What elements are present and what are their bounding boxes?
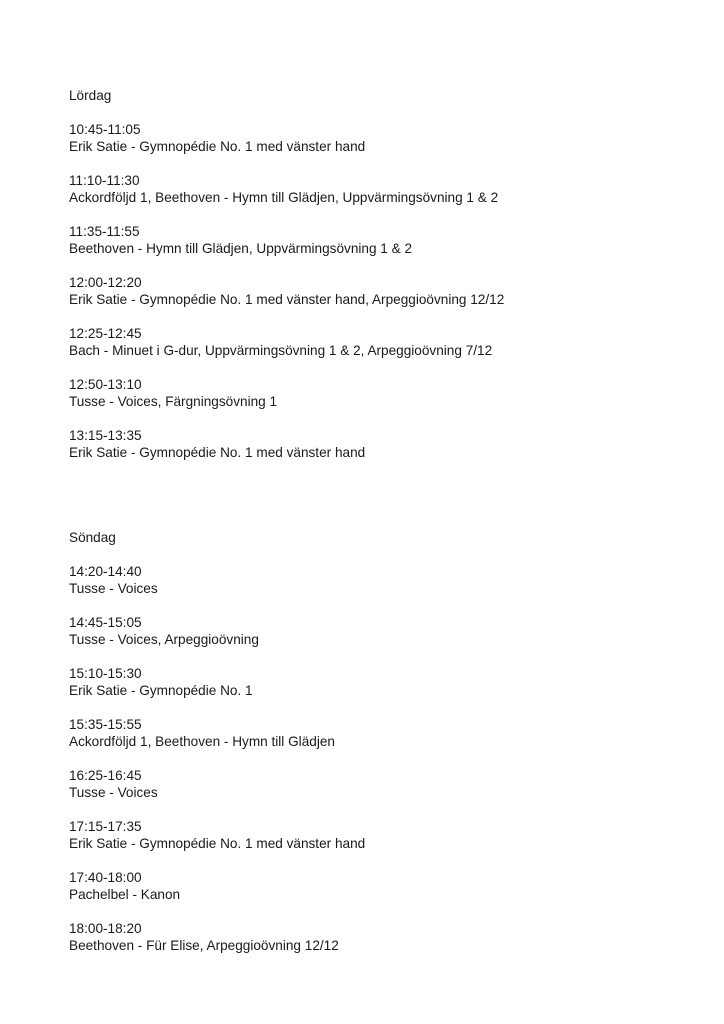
entry-time: 17:40-18:00 [69, 870, 142, 885]
entry-description: Ackordföljd 1, Beethoven - Hymn till Glädjen, Uppvärmingsövning 1 & 2 [69, 190, 499, 205]
entry-description: Erik Satie - Gymnopédie No. 1 [69, 683, 253, 698]
schedule-entry [69, 376, 689, 410]
schedule-entry [69, 869, 689, 903]
entry-description: Beethoven - Hymn till Glädjen, Uppvärmingsövning 1 & 2 [69, 241, 413, 256]
entry-time: 14:20-14:40 [69, 564, 142, 579]
entry-time: 16:25-16:45 [69, 768, 142, 783]
day-section-sondag [69, 529, 689, 954]
schedule-entry [69, 427, 689, 461]
schedule-entry [69, 563, 689, 597]
schedule-entry [69, 325, 689, 359]
entry-description: Pachelbel - Kanon [69, 887, 181, 902]
day-section-lordag [69, 87, 689, 461]
entry-description: Erik Satie - Gymnopédie No. 1 med vänster hand [69, 836, 366, 851]
document-page [69, 87, 689, 971]
entry-description: Ackordföljd 1, Beethoven - Hymn till Glädjen [69, 734, 335, 749]
entry-description: Erik Satie - Gymnopédie No. 1 med vänster hand, Arpeggioövning 12/12 [69, 292, 505, 307]
entry-time: 14:45-15:05 [69, 615, 142, 630]
entry-description: Erik Satie - Gymnopédie No. 1 med vänster hand [69, 139, 366, 154]
day-heading: Söndag [69, 530, 116, 545]
schedule-entry [69, 274, 689, 308]
entry-description: Bach - Minuet i G-dur, Uppvärmingsövning 1 & 2, Arpeggioövning 7/12 [69, 343, 493, 358]
entry-description: Tusse - Voices [69, 785, 158, 800]
schedule-entry [69, 767, 689, 801]
section-spacer [69, 478, 689, 529]
entry-time: 17:15-17:35 [69, 819, 142, 834]
entry-time: 11:10-11:30 [69, 173, 140, 188]
schedule-entry [69, 920, 689, 954]
entry-time: 12:25-12:45 [69, 326, 142, 341]
schedule-entry [69, 172, 689, 206]
schedule-entry [69, 223, 689, 257]
entry-time: 12:50-13:10 [69, 377, 142, 392]
entry-time: 18:00-18:20 [69, 921, 142, 936]
entry-description: Erik Satie - Gymnopédie No. 1 med vänster hand [69, 445, 366, 460]
entry-time: 15:35-15:55 [69, 717, 142, 732]
entry-description: Beethoven - Für Elise, Arpeggioövning 12/12 [69, 938, 339, 953]
entry-time: 12:00-12:20 [69, 275, 142, 290]
schedule-entry [69, 614, 689, 648]
schedule-entry [69, 121, 689, 155]
entry-time: 13:15-13:35 [69, 428, 142, 443]
schedule-entry [69, 818, 689, 852]
entry-time: 15:10-15:30 [69, 666, 142, 681]
schedule-entry [69, 665, 689, 699]
entry-description: Tusse - Voices [69, 581, 158, 596]
entry-description: Tusse - Voices, Färgningsövning 1 [69, 394, 278, 409]
entry-time: 11:35-11:55 [69, 224, 140, 239]
entry-description: Tusse - Voices, Arpeggioövning [69, 632, 259, 647]
entry-time: 10:45-11:05 [69, 122, 141, 137]
day-heading: Lördag [69, 88, 112, 103]
schedule-entry [69, 716, 689, 750]
